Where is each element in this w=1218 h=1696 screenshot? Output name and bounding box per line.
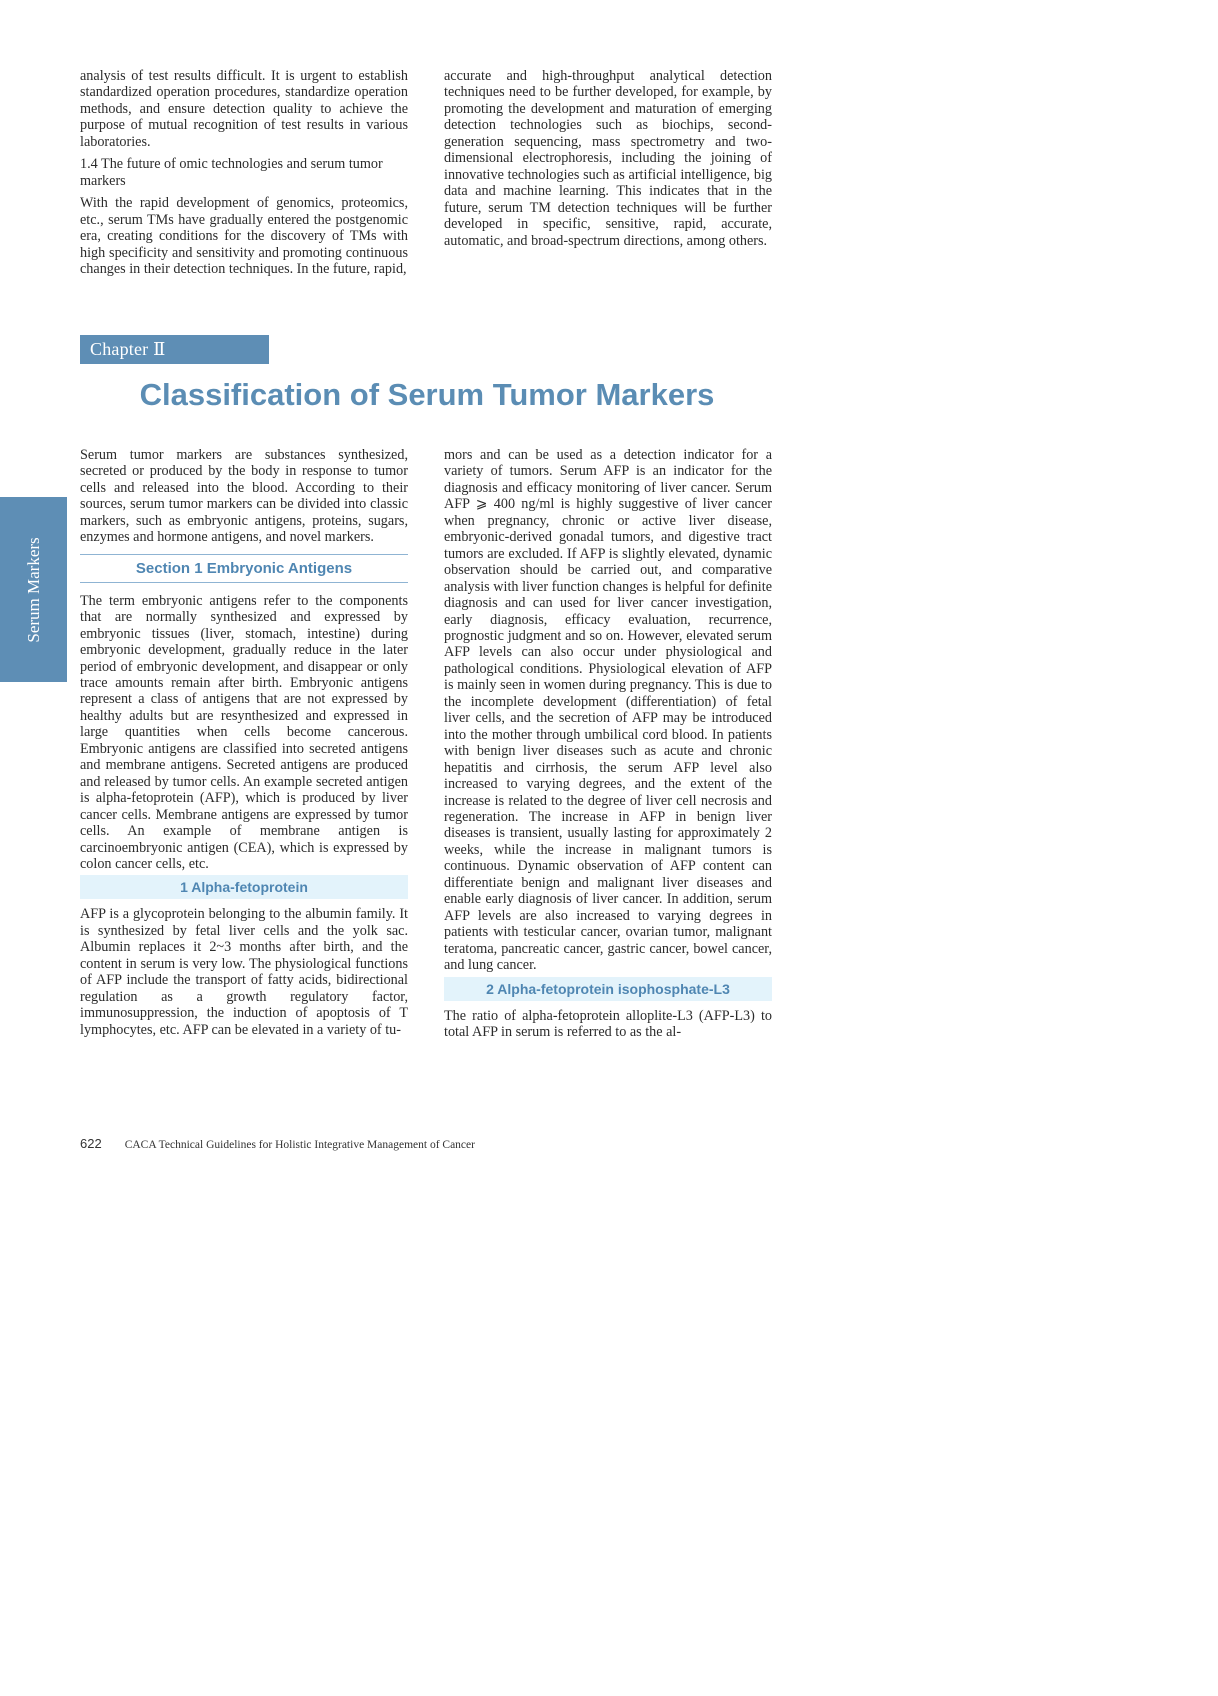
chapter-title: Classification of Serum Tumor Markers [139,377,715,412]
body-right-column [444,447,772,1040]
top-left-column [80,68,408,277]
subsection-heading: 1.4 The future of omic technologies and serum tumor markers [80,156,383,189]
subheading-afp: 1 Alpha-fetoprotein [80,875,408,899]
detection-techniques-paragraph: accurate and high-throughput analytical detection techniques need to be further developed, for example, by promoting the development and maturation of emerging detection technologies such as biochips, second-generation sequencing, mass spectrometry and two-dimensional electrophoresis, including the joining of innovative technologies such as artificial intelligence, big data and machine learning. This indicates that in the future, serum TM detection techniques will be further developed in specific, sensitive, rapid, accurate, automatic, and broad-spectrum directions, among others. [444,68,772,249]
subheading-afp-l3: 2 Alpha-fetoprotein isophosphate-L3 [444,977,772,1001]
section-heading: Section 1 Embryonic Antigens [80,554,408,583]
side-tab [0,497,67,682]
book-title: CACA Technical Guidelines for Holistic Integrative Management of Cancer [124,1139,475,1151]
afp-paragraph-right: mors and can be used as a detection indicator for a variety of tumors. Serum AFP is an indicator for the diagnosis and efficacy monitoring of liver cancer. Serum AFP ⩾ 400 ng/ml is highly suggestive of liver cancer when pregnancy, chronic or active liver disease, embryonic-derived gonadal tumors, and digestive tract tumors are excluded. If AFP is slightly elevated, dynamic observation should be carried out, and comparative analysis with liver function changes is helpful for definite diagnosis and can used for liver cancer investigation, early diagnosis, efficacy evaluation, recurrence, prognostic judgment and so on. However, elevated serum AFP levels can also occur under physiological and pathological conditions. Physiological elevation of AFP is mainly seen in women during pregnancy. This is due to the incomplete development (differentiation) of fetal liver cells, and the secretion of AFP may be introduced into the mother through umbilical cord blood. In patients with benign liver diseases such as acute and chronic hepatitis and cirrhosis, the serum AFP level also increased to varying degrees, and the extent of the increase is related to the degree of liver cell necrosis and regeneration. The increase in AFP in benign liver diseases is transient, usually lasting for approximately 2 weeks, while the increase in malignant tumors is continuous. Dynamic observation of AFP content can differentiate benign and malignant liver diseases and enable early diagnosis of liver cancer. In addition, serum AFP levels are also increased to varying degrees in patients with testicular cancer, ovarian tumor, malignant teratoma, pancreatic cancer, gastric cancer, bowel cancer, and lung cancer. [444,447,772,974]
embryonic-antigens-paragraph: The term embryonic antigens refer to the components that are normally synthesized and expressed by embryonic tissues (liver, stomach, intestine) during embryonic development, gradually reduce in the later period of embryonic development, and disappear or only trace amounts remain after birth. Embryonic antigens represent a class of antigens that are not expressed by healthy adults but are resynthesized and expressed in large quantities when cells become cancerous. Embryonic antigens are classified into secreted antigens and membrane antigens. Secreted antigens are produced and released by tumor cells. An example secreted antigen is alpha-fetoprotein (AFP), which is produced by liver cancer cells. Membrane antigens are expressed by tumor cells. An example of membrane antigen is carcinoembryonic antigen (CEA), which is expressed by colon cancer cells, etc. [80,592,408,872]
afp-l3-paragraph: The ratio of alpha-fetoprotein alloplite-L3 (AFP-L3) to total AFP in serum is referred to as the al- [444,1007,772,1040]
body-left-column [80,447,408,1038]
omic-paragraph: With the rapid development of genomics, proteomics, etc., serum TMs have gradually entered the postgenomic era, creating conditions for the discovery of TMs with high specificity and sensitivity and promoting continuous changes in their detection techniques. In the future, rapid, [80,195,408,277]
chapter-badge: Chapter Ⅱ [80,335,269,364]
page-number: 622 [80,1136,102,1151]
page-footer [80,1136,475,1152]
intro-paragraph: Serum tumor markers are substances synthesized, secreted or produced by the body in response to tumor cells and released into the blood. According to their sources, serum tumor markers can be divided into classic markers, such as embryonic antigens, proteins, sugars, enzymes and hormone antigens, and novel markers. [80,447,408,546]
afp-paragraph-left: AFP is a glycoprotein belonging to the albumin family. It is synthesized by fetal liver cells and the yolk sac. Albumin replaces it 2~3 months after birth, and the content in serum is very low. The physiological functions of AFP include the transport of fatty acids, bidirectional regulation as a growth regulatory factor, immunosuppression, the induction of apoptosis of T lymphocytes, etc. AFP can be elevated in a variety of tu- [80,906,408,1038]
top-right-column [444,68,772,249]
continuation-paragraph: analysis of test results difficult. It is urgent to establish standardized operation procedures, standardize operation methods, and ensure detection quality to achieve the purpose of mutual recognition of test results in various laboratories. [80,68,408,150]
side-tab-label: Serum Markers [23,536,43,643]
